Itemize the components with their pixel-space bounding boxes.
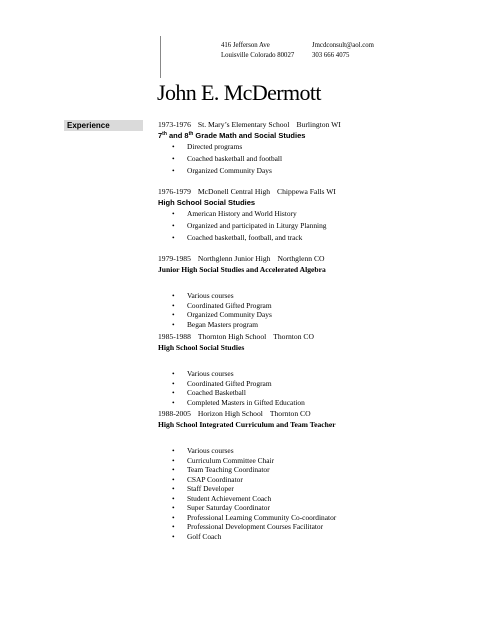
list-item: • Staff Developer: [158, 484, 336, 494]
job-title: High School Social Studies: [158, 343, 245, 352]
header-divider: [160, 36, 161, 78]
address-block: [221, 41, 294, 60]
list-item: • Coached basketball and football: [158, 153, 348, 165]
job-location: Thornton CO: [269, 409, 311, 418]
job-title: Junior High Social Studies and Accelerated Algebra: [158, 265, 326, 274]
list-item: • CSAP Coordinator: [158, 475, 336, 485]
job-entry: [158, 409, 336, 541]
job-location: Thornton CO: [273, 332, 314, 341]
job-years: 1979-1985: [158, 254, 191, 263]
list-item: • Professional Learning Community Co-coordinator: [158, 513, 336, 523]
job-duties: [158, 446, 336, 541]
job-years: 1976-1979: [158, 187, 191, 196]
address-line-2: Louisville Colorado 80027: [221, 51, 295, 59]
list-item: • Organized Community Days: [158, 310, 332, 320]
phone: 303 666 4075: [312, 51, 350, 59]
list-item: • Various courses: [158, 369, 321, 379]
list-item: • Professional Development Courses Facilitator: [158, 522, 336, 532]
job-org-line: [158, 409, 336, 419]
job-duties: [158, 369, 321, 407]
job-org-line: [158, 120, 348, 130]
job-org-line: [158, 254, 332, 264]
job-years: 1973-1976: [158, 120, 191, 129]
list-item: • American History and World History: [158, 208, 343, 220]
job-school: St. Mary’s Elementary School: [197, 120, 290, 129]
job-entry: [158, 254, 332, 329]
contact-block: [312, 41, 374, 60]
list-item: • Coordinated Gifted Program: [158, 301, 332, 311]
candidate-name: John E. McDermott: [157, 80, 321, 105]
job-title: 7th and 8th Grade Math and Social Studies: [158, 131, 306, 140]
job-duties: [158, 291, 332, 329]
job-school: Northglenn Junior High: [197, 254, 271, 263]
email: Jmcdconsult@aol.com: [312, 42, 374, 49]
job-location: Burlington WI: [296, 120, 341, 129]
list-item: • Team Teaching Coordinator: [158, 465, 336, 475]
list-item: • Directed programs: [158, 141, 348, 153]
list-item: • Golf Coach: [158, 532, 336, 542]
job-duties: [158, 208, 343, 244]
section-heading-experience: Experience: [67, 121, 110, 130]
list-item: • Began Masters program: [158, 320, 332, 330]
list-item: • Completed Masters in Gifted Education: [158, 398, 321, 408]
job-entry: [158, 332, 321, 407]
address-line-1: 416 Jefferson Ave: [221, 42, 270, 49]
job-years: 1988-2005: [158, 409, 191, 418]
list-item: • Student Achievement Coach: [158, 494, 336, 504]
job-duties: [158, 141, 348, 177]
list-item: • Coached basketball, football, and track: [158, 232, 343, 244]
job-title: High School Integrated Curriculum and Team Teacher: [158, 420, 336, 429]
job-entry: [158, 187, 343, 244]
job-location: Northglenn CO: [277, 254, 325, 263]
list-item: • Organized and participated in Liturgy Planning: [158, 220, 343, 232]
list-item: • Various courses: [158, 291, 332, 301]
list-item: • Curriculum Committee Chair: [158, 456, 336, 466]
job-school: Horizon High School: [197, 409, 263, 418]
job-years: 1985-1988: [158, 332, 191, 341]
job-entry: [158, 120, 348, 177]
list-item: • Super Saturday Coordinator: [158, 503, 336, 513]
list-item: • Coached Basketball: [158, 388, 321, 398]
list-item: • Organized Community Days: [158, 165, 348, 177]
job-school: McDonell Central High: [197, 187, 271, 196]
list-item: • Various courses: [158, 446, 336, 456]
job-location: Chippewa Falls WI: [277, 187, 336, 196]
job-school: Thornton High School: [197, 332, 267, 341]
job-org-line: [158, 332, 321, 342]
job-org-line: [158, 187, 343, 197]
job-title: High School Social Studies: [158, 198, 256, 207]
list-item: • Coordinated Gifted Program: [158, 379, 321, 389]
